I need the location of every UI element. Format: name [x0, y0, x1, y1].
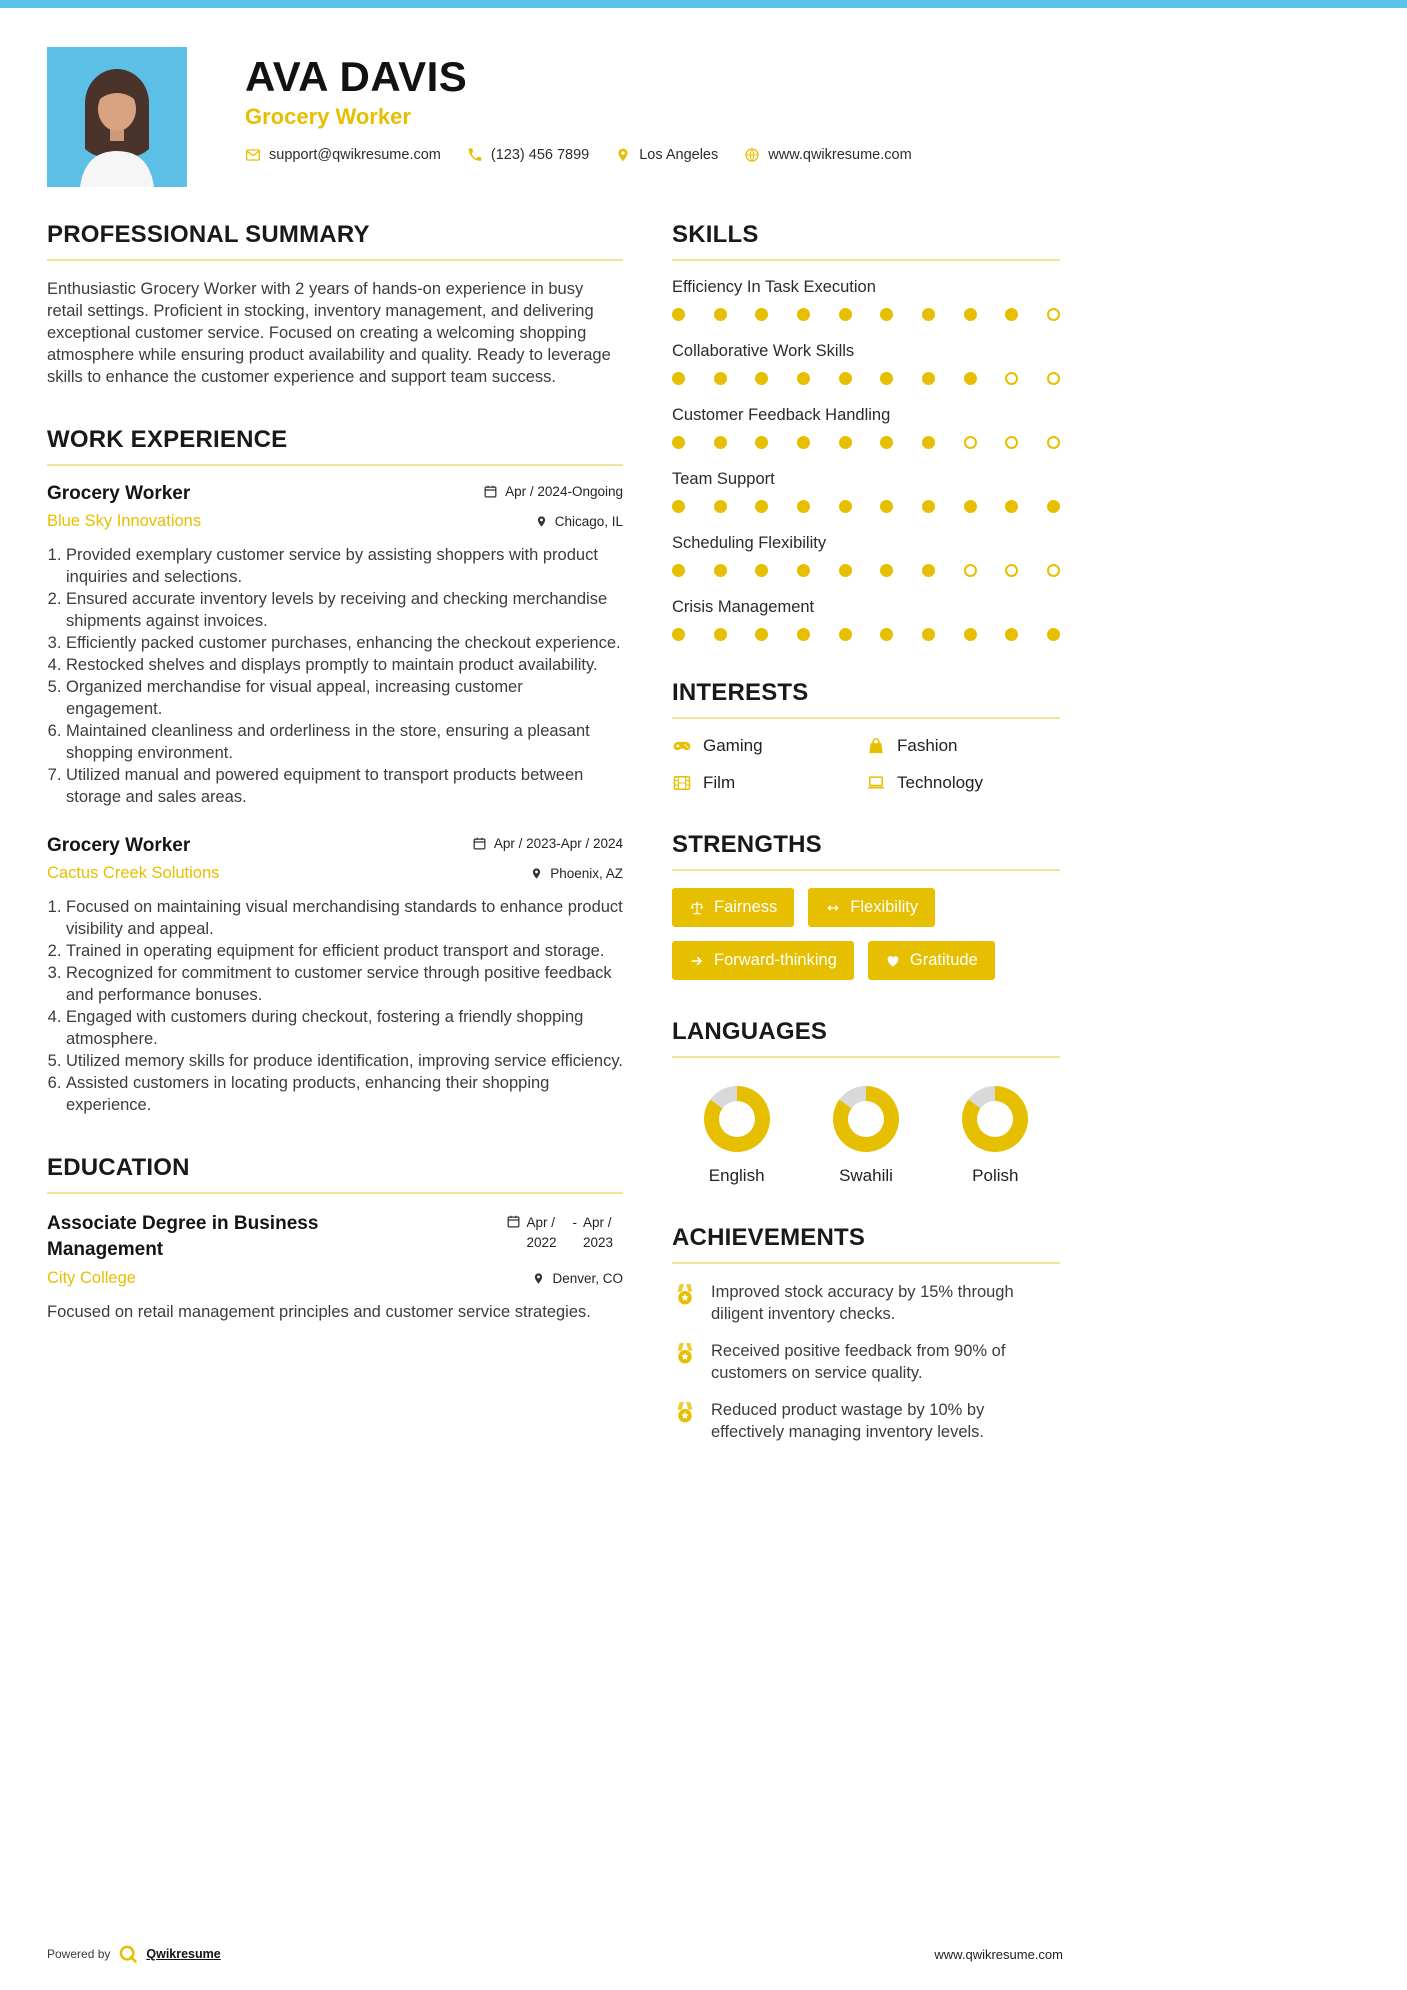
- language-item: [801, 1086, 930, 1186]
- top-accent-bar: [0, 0, 1407, 8]
- languages-heading: LANGUAGES: [672, 1018, 1060, 1058]
- skills-heading: SKILLS: [672, 221, 1060, 261]
- skill-dot: [1047, 436, 1060, 449]
- skill-dot: [839, 372, 852, 385]
- skill-dot: [755, 308, 768, 321]
- skill-row: [672, 470, 1060, 513]
- skill-dot: [1005, 372, 1018, 385]
- achievements-heading: ACHIEVEMENTS: [672, 1224, 1060, 1264]
- interest-label: Gaming: [703, 736, 763, 755]
- skill-dot: [922, 628, 935, 641]
- job-bullet-list: [47, 544, 623, 808]
- skill-dot: [922, 308, 935, 321]
- achievement-item: [672, 1281, 1060, 1325]
- job-bullet: 5. Organized merchandise for visual appeal, increasing customer engagement.: [66, 676, 623, 720]
- contact-location: [615, 147, 718, 163]
- powered-by-text: Powered by: [47, 1947, 111, 1961]
- medal-icon: [672, 1341, 698, 1367]
- skill-dot: [1005, 308, 1018, 321]
- footer-website: www.qwikresume.com: [934, 1946, 1063, 1962]
- skill-dot: [714, 372, 727, 385]
- section-strengths: [672, 831, 1060, 980]
- strength-label: Fairness: [714, 898, 778, 916]
- education-description: Focused on retail management principles and customer service strategies.: [47, 1303, 591, 1322]
- skill-level-dots: [672, 628, 1060, 641]
- calendar-icon: [506, 1214, 521, 1229]
- language-name: English: [708, 1166, 765, 1185]
- language-level-donut: [833, 1086, 899, 1152]
- contact-phone: [467, 147, 589, 163]
- strength-chip-gratitude: [868, 941, 995, 980]
- job-location-text: Phoenix, AZ: [550, 866, 623, 881]
- achievement-item: [672, 1340, 1060, 1384]
- skill-row: [672, 598, 1060, 641]
- profile-photo-image: [47, 47, 187, 187]
- skill-dot: [672, 372, 685, 385]
- job-bullet: 2. Ensured accurate inventory levels by receiving and checking merchandise shipments against invoices.: [66, 588, 623, 632]
- job-bullet: 2. Trained in operating equipment for efficient product transport and storage.: [66, 940, 623, 962]
- language-name: Polish: [972, 1166, 1019, 1185]
- job-bullet: 1. Focused on maintaining visual merchandising standards to enhance product visibility and appeal.: [66, 896, 623, 940]
- skill-dot: [880, 372, 893, 385]
- strength-label: Gratitude: [909, 951, 978, 969]
- company-name: Blue Sky Innovations: [47, 512, 202, 530]
- interests-heading: INTERESTS: [672, 679, 1060, 719]
- skill-level-dots: [672, 436, 1060, 449]
- job-bullet: 1. Provided exemplary customer service by assisting shoppers with product inquiries and selections.: [66, 544, 623, 588]
- school-name: City College: [47, 1269, 136, 1288]
- header-info: [245, 47, 912, 187]
- job-title: Grocery Worker: [47, 483, 191, 504]
- education-date-separator: -: [572, 1215, 577, 1230]
- skill-row: [672, 278, 1060, 321]
- skill-name: Scheduling Flexibility: [672, 534, 827, 552]
- skill-dot: [880, 628, 893, 641]
- skill-dot: [755, 500, 768, 513]
- summary-heading: PROFESSIONAL SUMMARY: [47, 221, 623, 261]
- footer: [47, 1944, 1063, 1964]
- job-bullet: 5. Utilized memory skills for produce identification, improving service efficiency.: [66, 1050, 623, 1072]
- job-bullet: 6. Assisted customers in locating products, enhancing their shopping experience.: [66, 1072, 623, 1116]
- section-languages: [672, 1018, 1060, 1186]
- skill-dot: [797, 372, 810, 385]
- skill-dot: [797, 500, 810, 513]
- location-pin-icon: [532, 1272, 545, 1285]
- skill-dot: [1005, 628, 1018, 641]
- skill-name: Collaborative Work Skills: [672, 342, 855, 360]
- education-date-start: Apr / 2022: [526, 1215, 557, 1250]
- job-date-text: Apr / 2024-Ongoing: [505, 484, 623, 499]
- job-entry: [47, 483, 623, 808]
- skill-dot: [755, 628, 768, 641]
- skill-dot: [1047, 564, 1060, 577]
- strength-chip-forward-thinking: [672, 941, 854, 980]
- globe-icon: [744, 147, 760, 163]
- skill-dot: [880, 308, 893, 321]
- skill-dot: [880, 564, 893, 577]
- job-bullet: 3. Recognized for commitment to customer service through positive feedback and performance bonuses.: [66, 962, 623, 1006]
- skill-dot: [797, 628, 810, 641]
- achievement-text: Received positive feedback from 90% of customers on service quality.: [711, 1342, 1006, 1382]
- job-bullet: 3. Efficiently packed customer purchases, enhancing the checkout experience.: [66, 632, 623, 654]
- experience-heading: WORK EXPERIENCE: [47, 426, 623, 466]
- interest-label: Technology: [897, 773, 984, 792]
- skill-dot: [1047, 308, 1060, 321]
- skill-dot: [964, 500, 977, 513]
- skill-row: [672, 534, 1060, 577]
- job-date-text: Apr / 2023-Apr / 2024: [493, 836, 623, 851]
- double-arrow-icon: [825, 900, 841, 916]
- language-level-donut: [704, 1086, 770, 1152]
- contact-website: [744, 147, 911, 163]
- skill-dot: [1047, 372, 1060, 385]
- skill-dot: [964, 436, 977, 449]
- skill-dot: [964, 628, 977, 641]
- skill-dot: [964, 564, 977, 577]
- skill-level-dots: [672, 564, 1060, 577]
- skill-dot: [714, 564, 727, 577]
- education-location-text: Denver, CO: [552, 1271, 623, 1287]
- qwikresume-link[interactable]: Qwikresume: [146, 1947, 221, 1961]
- job-bullet: 4. Engaged with customers during checkout, fostering a friendly shopping atmosphere.: [66, 1006, 623, 1050]
- company-name: Cactus Creek Solutions: [47, 864, 220, 882]
- skill-name: Crisis Management: [672, 598, 815, 616]
- interest-label: Film: [703, 773, 736, 792]
- candidate-title: Grocery Worker: [245, 104, 411, 130]
- skill-dot: [964, 372, 977, 385]
- language-item: [672, 1086, 801, 1186]
- job-location: [530, 866, 623, 881]
- skill-level-dots: [672, 308, 1060, 321]
- skill-dot: [672, 436, 685, 449]
- achievement-text: Improved stock accuracy by 15% through diligent inventory checks.: [711, 1283, 1014, 1323]
- skill-dot: [755, 564, 768, 577]
- contact-email: [245, 147, 441, 163]
- gamepad-icon: [672, 736, 692, 756]
- profile-photo: [47, 47, 187, 187]
- skill-dot: [714, 628, 727, 641]
- powered-by: [47, 1944, 221, 1964]
- skill-name: Team Support: [672, 470, 775, 488]
- skill-dot: [755, 436, 768, 449]
- education-location: [532, 1271, 623, 1286]
- interest-label: Fashion: [897, 736, 958, 755]
- language-item: [931, 1086, 1060, 1186]
- interest-item: [672, 736, 866, 756]
- skill-dot: [1047, 500, 1060, 513]
- skill-dot: [672, 500, 685, 513]
- skill-dot: [839, 628, 852, 641]
- skill-row: [672, 342, 1060, 385]
- language-level-donut: [962, 1086, 1028, 1152]
- contact-location-text: Los Angeles: [639, 147, 719, 164]
- scales-icon: [689, 900, 705, 916]
- skill-dot: [839, 308, 852, 321]
- skill-dot: [797, 564, 810, 577]
- skill-dot: [1005, 564, 1018, 577]
- arrow-right-icon: [689, 953, 705, 969]
- job-bullet: 6. Maintained cleanliness and orderliness in the store, ensuring a pleasant shopping environment.: [66, 720, 623, 764]
- interest-item: [866, 773, 1060, 793]
- achievement-text: Reduced product wastage by 10% by effectively managing inventory levels.: [711, 1401, 985, 1441]
- skill-dot: [714, 436, 727, 449]
- skill-dot: [1047, 628, 1060, 641]
- section-work-experience: [47, 426, 623, 1116]
- skill-dot: [714, 500, 727, 513]
- envelope-icon: [245, 147, 261, 163]
- strength-label: Forward-thinking: [714, 951, 837, 969]
- skill-dot: [839, 500, 852, 513]
- skill-dot: [797, 308, 810, 321]
- contact-phone-text: (123) 456 7899: [490, 147, 590, 164]
- phone-icon: [467, 147, 483, 163]
- strength-label: Flexibility: [850, 898, 919, 916]
- education-heading: EDUCATION: [47, 1154, 623, 1194]
- language-name: Swahili: [839, 1166, 893, 1185]
- handbag-icon: [866, 736, 886, 756]
- job-location: [535, 514, 623, 529]
- education-date-end: Apr / 2023: [583, 1215, 614, 1250]
- strength-chip-flexibility: [808, 888, 935, 927]
- contact-email-text: support@qwikresume.com: [269, 147, 441, 164]
- skill-dot: [755, 372, 768, 385]
- job-bullet-list: [47, 896, 623, 1116]
- skill-name: Efficiency In Task Execution: [672, 278, 876, 296]
- skill-row: [672, 406, 1060, 449]
- calendar-icon: [472, 836, 487, 851]
- skill-dot: [922, 436, 935, 449]
- qwikresume-logo-icon: [118, 1944, 138, 1964]
- achievement-item: [672, 1399, 1060, 1443]
- skill-dot: [672, 628, 685, 641]
- film-icon: [672, 773, 692, 793]
- skill-dot: [839, 436, 852, 449]
- job-entry: [47, 835, 623, 1116]
- skill-dot: [672, 308, 685, 321]
- section-skills: [672, 221, 1060, 641]
- skill-dot: [880, 436, 893, 449]
- left-column: [47, 221, 623, 1323]
- medal-icon: [672, 1400, 698, 1426]
- location-pin-icon: [535, 515, 548, 528]
- heart-icon: [885, 953, 901, 969]
- contact-website-text: www.qwikresume.com: [768, 147, 912, 164]
- section-education: [47, 1154, 623, 1323]
- skill-level-dots: [672, 500, 1060, 513]
- job-bullet: 7. Utilized manual and powered equipment to transport products between storage and sales areas.: [66, 764, 623, 808]
- location-pin-icon: [530, 867, 543, 880]
- job-date: [472, 836, 623, 851]
- candidate-name: AVA DAVIS: [245, 53, 468, 100]
- skill-dot: [1005, 436, 1018, 449]
- laptop-icon: [866, 773, 886, 793]
- skill-dot: [1005, 500, 1018, 513]
- interest-item: [866, 736, 1060, 756]
- right-column: [672, 221, 1060, 1443]
- education-date: [506, 1213, 624, 1252]
- calendar-icon: [483, 484, 498, 499]
- skill-dot: [880, 500, 893, 513]
- job-bullet: 4. Restocked shelves and displays promptly to maintain product availability.: [66, 654, 623, 676]
- medal-icon: [672, 1282, 698, 1308]
- skill-dot: [922, 372, 935, 385]
- summary-text: Enthusiastic Grocery Worker with 2 years of hands-on experience in busy retail settings. Proficient in stocking, inventory management, and delivering exceptional customer service. Focused on creating a welcoming shopping atmosphere while ensuring product availability and quality. Ready to leverage skills to enhance the customer experience and support team success.: [47, 280, 611, 386]
- location-pin-icon: [615, 147, 631, 163]
- section-interests: [672, 679, 1060, 793]
- job-title: Grocery Worker: [47, 835, 191, 856]
- header: [47, 47, 1063, 187]
- skill-dot: [964, 308, 977, 321]
- strength-chip-fairness: [672, 888, 794, 927]
- job-date: [483, 484, 623, 499]
- section-professional-summary: [47, 221, 623, 388]
- job-location-text: Chicago, IL: [554, 514, 623, 529]
- interest-item: [672, 773, 866, 793]
- skill-dot: [714, 308, 727, 321]
- skill-name: Customer Feedback Handling: [672, 406, 891, 424]
- strengths-heading: STRENGTHS: [672, 831, 1060, 871]
- section-achievements: [672, 1224, 1060, 1443]
- skill-dot: [839, 564, 852, 577]
- contact-row: [245, 147, 912, 163]
- skill-dot: [672, 564, 685, 577]
- skill-dot: [797, 436, 810, 449]
- skill-level-dots: [672, 372, 1060, 385]
- skill-dot: [922, 564, 935, 577]
- degree-title: Associate Degree in Business Management: [47, 1213, 319, 1260]
- skill-dot: [922, 500, 935, 513]
